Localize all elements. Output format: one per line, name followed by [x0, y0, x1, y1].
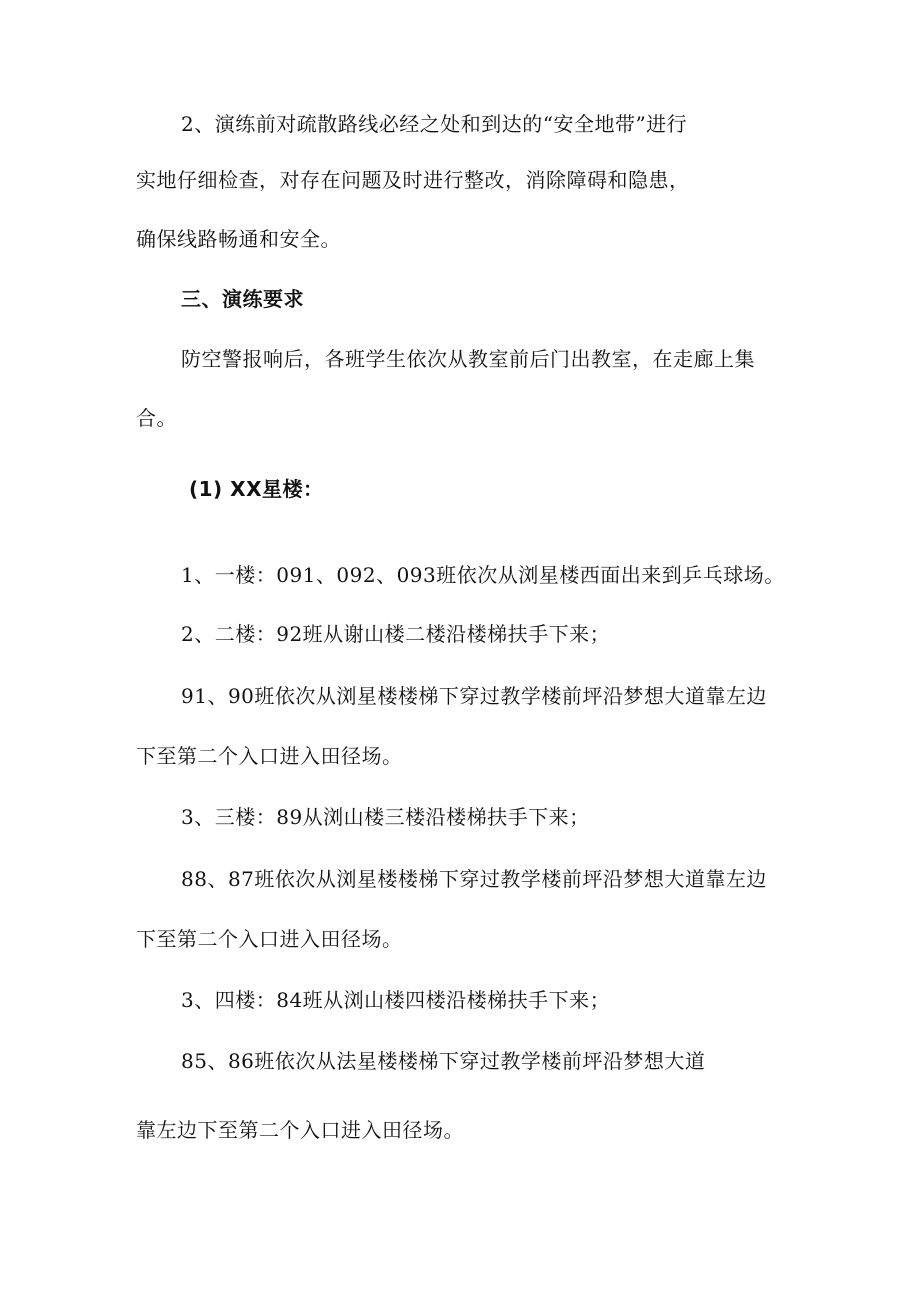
paragraph-line: 91、90班依次从浏星楼楼梯下穿过教学楼前坪沿梦想大道靠左边 — [181, 684, 767, 708]
paragraph-line: 3、三楼：89从浏山楼三楼沿楼梯扶手下来； — [181, 805, 590, 829]
paragraph-line: 靠左边下至第二个入口进入田径场。 — [136, 1118, 464, 1142]
paragraph-line: 88、87班依次从浏星楼楼梯下穿过教学楼前坪沿梦想大道靠左边 — [181, 867, 767, 891]
paragraph-line: 1、一楼：091、092、093班依次从浏星楼西面出来到乒乓球场。 — [181, 563, 785, 587]
paragraph-line: 防空警报响后，各班学生依次从教室前后门出教室，在走廊上集 — [181, 347, 755, 371]
paragraph-line: 下至第二个入口进入田径场。 — [136, 744, 403, 768]
paragraph-line: 合。 — [136, 406, 177, 430]
paragraph-line: 85、86班依次从法星楼楼梯下穿过教学楼前坪沿梦想大道 — [181, 1049, 706, 1073]
subsection-heading: (1) XX星楼： — [189, 477, 324, 501]
paragraph-line: 2、二楼：92班从谢山楼二楼沿楼梯扶手下来； — [181, 622, 611, 646]
paragraph-line: 实地仔细检查，对存在问题及时进行整改，消除障碍和隐患， — [136, 168, 690, 192]
paragraph-line: 下至第二个入口进入田径场。 — [136, 927, 403, 951]
paragraph-line: 确保线路畅通和安全。 — [136, 227, 341, 251]
paragraph-line: 3、四楼：84班从浏山楼四楼沿楼梯扶手下来； — [181, 988, 611, 1012]
paragraph-line: 2、演练前对疏散路线必经之处和到达的“安全地带”进行 — [181, 112, 688, 136]
section-heading: 三、演练要求 — [181, 287, 304, 311]
